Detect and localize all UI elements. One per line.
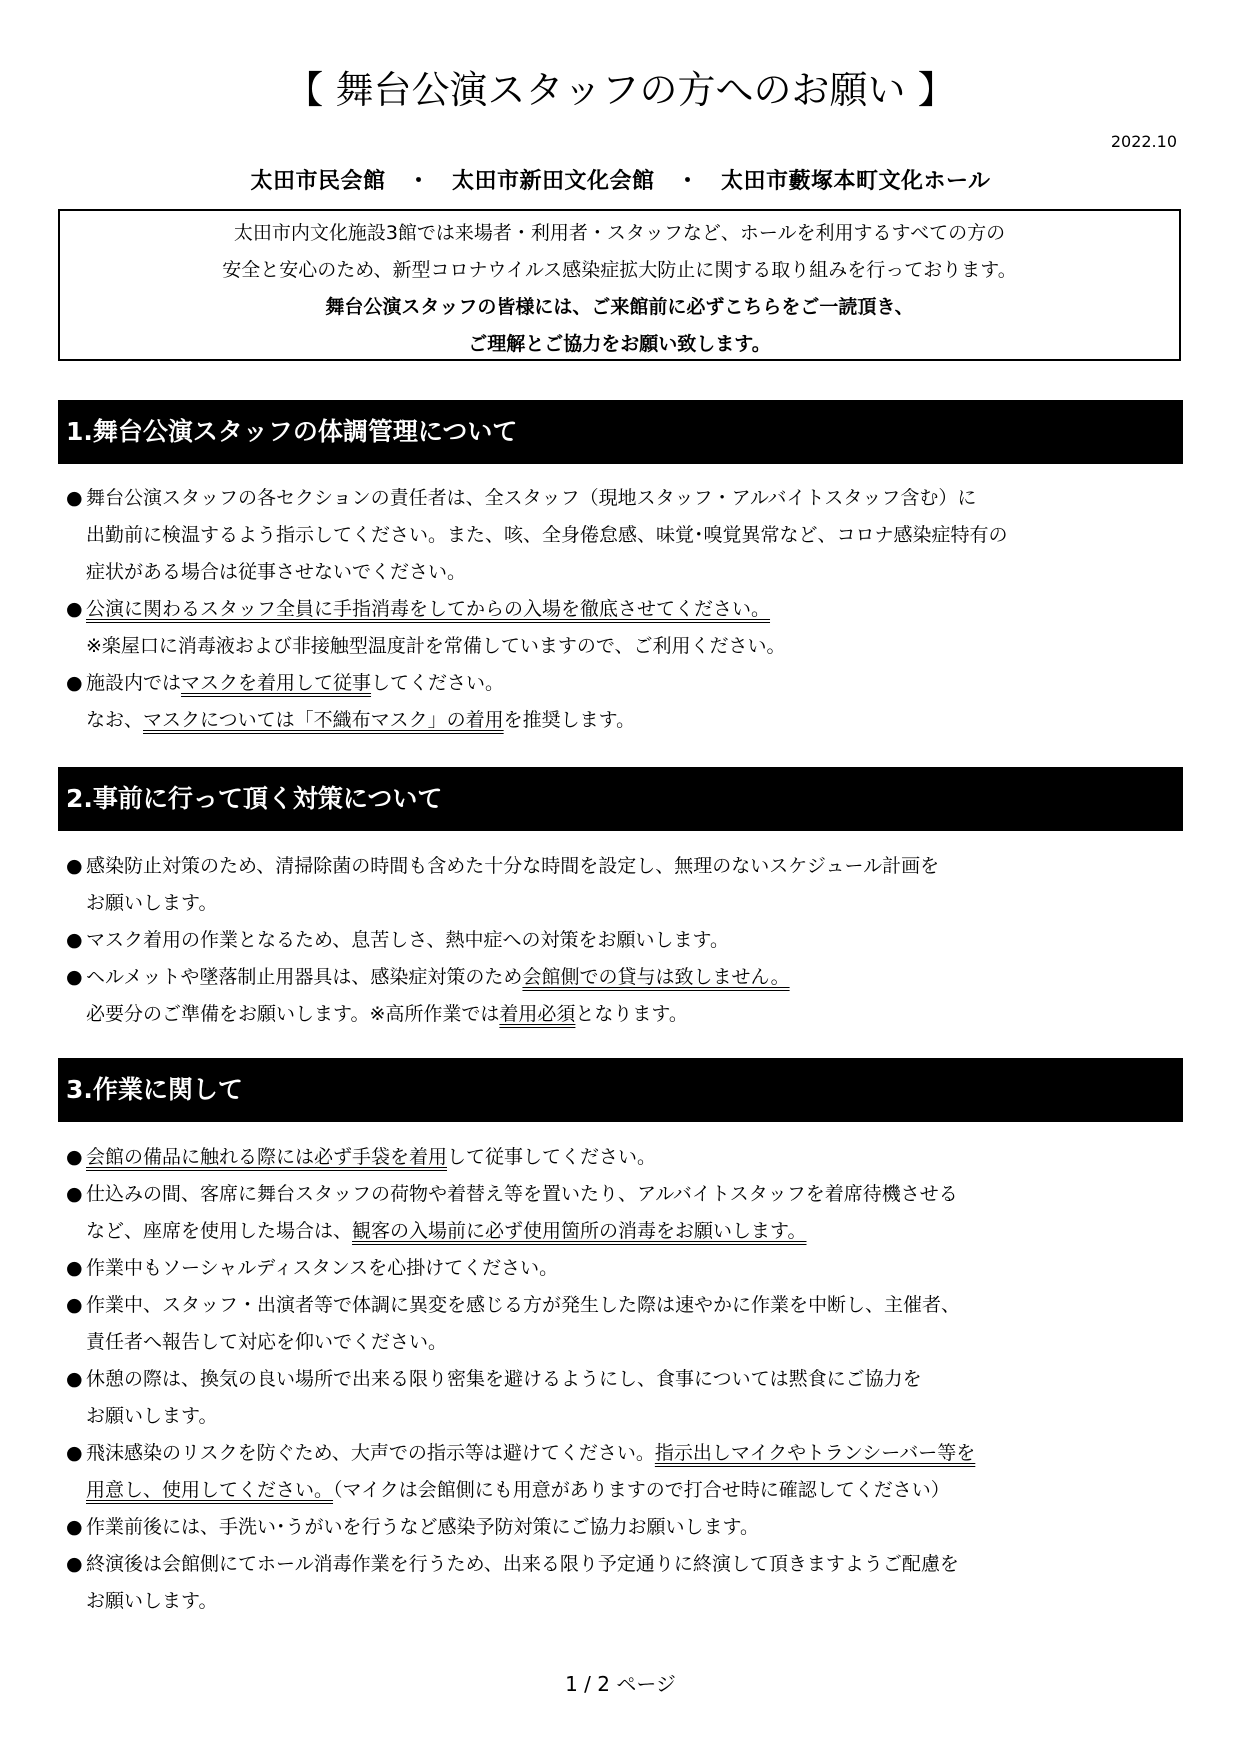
intro-box [58, 209, 1181, 361]
page-title: 【 舞台公演スタッフの方へのお願い 】 [285, 68, 956, 112]
list-item [66, 959, 1176, 996]
bullet: ● [66, 929, 83, 951]
section-heading: 2.事前に行って頂く対策について [58, 767, 1183, 831]
bullet: ● [66, 1257, 83, 1279]
item-text: お願いします。 [86, 1590, 218, 1612]
list-item [66, 848, 1176, 885]
item-text: してください。 [371, 672, 505, 694]
list-item [66, 554, 1176, 591]
bullet: ● [66, 966, 83, 988]
bullet: ● [66, 487, 83, 509]
list-item [66, 517, 1176, 554]
bullet: ● [66, 1553, 83, 1575]
list-item [66, 996, 1176, 1033]
section-heading: 3.作業に関して [58, 1058, 1183, 1122]
list-item [66, 1176, 1176, 1213]
item-text: マスク着用の作業となるため、息苦しさ、熱中症への対策をお願いします。 [86, 929, 729, 951]
item-text: ※楽屋口に消毒液および非接触型温度計を常備していますので、ご利用ください。 [86, 635, 786, 657]
venue-separator: ・ [407, 169, 430, 194]
page-number: 1 / 2 ページ [565, 1672, 676, 1696]
bullet: ● [66, 1516, 83, 1538]
item-text: 仕込みの間、客席に舞台スタッフの荷物や着替え等を置いたり、アルバイトスタッフを着席待機させる [86, 1183, 958, 1205]
bullet: ● [66, 672, 83, 694]
item-emphasis: 会館側での貸与は致しません。 [522, 966, 790, 988]
list-item [66, 1287, 1176, 1324]
list-item [66, 1398, 1176, 1435]
item-emphasis: 指示出しマイクやトランシーバー等を [654, 1442, 976, 1464]
bullet: ● [66, 1442, 83, 1464]
intro-line: 太田市内文化施設3館では来場者・利用者・スタッフなど、ホールを利用するすべての方の [233, 222, 1006, 244]
bullet: ● [66, 1183, 83, 1205]
item-text: なお、 [86, 709, 144, 731]
item-text: 感染防止対策のため、清掃除菌の時間も含めた十分な時間を設定し、無理のないスケジュール計画を [86, 855, 940, 877]
bullet: ● [66, 1146, 83, 1168]
item-text: 症状がある場合は従事させないでください。 [86, 561, 467, 583]
venue-list [0, 168, 1241, 196]
bullet: ● [66, 855, 83, 877]
list-item [66, 1472, 1176, 1509]
item-text: 作業前後には、手洗い･うがいを行うなど感染予防対策にご協力お願いします。 [86, 1516, 759, 1538]
bullet: ● [66, 1368, 83, 1390]
list-item [66, 1213, 1176, 1250]
item-text: お願いします。 [86, 1405, 218, 1427]
venue-name: 太田市民会館 [250, 169, 386, 194]
item-text: 舞台公演スタッフの各セクションの責任者は、全スタッフ（現地スタッフ・アルバイトスタッフ含む）に [86, 487, 977, 509]
issue-date: 2022.10 [1110, 132, 1177, 151]
item-emphasis: 会館の備品に触れる際には必ず手袋を着用 [86, 1146, 448, 1168]
list-item [66, 702, 1176, 739]
list-item [66, 1361, 1176, 1398]
item-text: 終演後は会館側にてホール消毒作業を行うため、出来る限り予定通りに終演して頂きますようご配慮を [86, 1553, 959, 1575]
list-item [66, 480, 1176, 517]
list-item [66, 885, 1176, 922]
venue-name: 太田市新田文化会館 [451, 169, 655, 194]
list-item [66, 1546, 1176, 1583]
item-text: 作業中、スタッフ・出演者等で体調に異変を感じる方が発生した際は速やかに作業を中断し、主催者、 [86, 1294, 961, 1316]
item-text: して従事してください。 [447, 1146, 657, 1168]
item-text: 休憩の際は、換気の良い場所で出来る限り密集を避けるようにし、食事については黙食にご協力を [86, 1368, 922, 1390]
item-emphasis: 公演に関わるスタッフ全員に手指消毒をしてからの入場を徹底させてください。 [86, 598, 771, 620]
item-text: 飛沫感染のリスクを防ぐため、大声での指示等は避けてください。 [86, 1442, 655, 1464]
list-item [66, 922, 1176, 959]
list-item [66, 1509, 1176, 1546]
venue-name: 太田市藪塚本町文化ホール [721, 169, 991, 194]
bullet: ● [66, 598, 83, 620]
item-text: を推奨します。 [503, 709, 636, 731]
item-emphasis: マスクについては「不織布マスク」の着用 [143, 709, 504, 731]
section-heading: 1.舞台公演スタッフの体調管理について [58, 400, 1183, 464]
item-emphasis: 着用必須 [499, 1003, 576, 1025]
item-text: など、座席を使用した場合は、 [86, 1220, 353, 1242]
list-item [66, 628, 1176, 665]
item-text: 出勤前に検温するよう指示してください。また、咳、全身倦怠感、味覚･嗅覚異常など、コロナ感染症特有の [86, 524, 1008, 546]
section-items [66, 480, 1176, 739]
item-text: 施設内では [86, 672, 182, 694]
list-item [66, 1139, 1176, 1176]
item-text: お願いします。 [86, 892, 218, 914]
list-item [66, 591, 1176, 628]
list-item [66, 1324, 1176, 1361]
bullet: ● [66, 1294, 83, 1316]
list-item [66, 1250, 1176, 1287]
item-text: 作業中もソーシャルディスタンスを心掛けてください。 [86, 1257, 559, 1279]
intro-line: ご理解とご協力をお願い致します。 [468, 333, 771, 355]
section-items [66, 848, 1176, 1033]
list-item [66, 1435, 1176, 1472]
item-emphasis: 観客の入場前に必ず使用箇所の消毒をお願いします。 [352, 1220, 807, 1242]
item-text: ヘルメットや墜落制止用器具は、感染症対策のため [86, 966, 523, 988]
item-text: 責任者へ報告して対応を仰いでください。 [86, 1331, 448, 1353]
item-text: （マイクは会館側にも用意がありますので打合せ時に確認してください） [333, 1479, 950, 1501]
item-emphasis: マスクを着用して従事 [181, 672, 372, 694]
item-text: 必要分のご準備をお願いします。※高所作業では [86, 1003, 500, 1025]
item-emphasis: 用意し、使用してください。 [86, 1479, 334, 1501]
venue-separator: ・ [676, 169, 699, 194]
list-item [66, 665, 1176, 702]
item-text: となります。 [575, 1003, 688, 1025]
section-items [66, 1139, 1176, 1620]
intro-line: 舞台公演スタッフの皆様には、ご来館前に必ずこちらをご一読頂き、 [325, 296, 914, 318]
list-item [66, 1583, 1176, 1620]
intro-line: 安全と安心のため、新型コロナウイルス感染症拡大防止に関する取り組みを行っております。 [222, 259, 1017, 281]
